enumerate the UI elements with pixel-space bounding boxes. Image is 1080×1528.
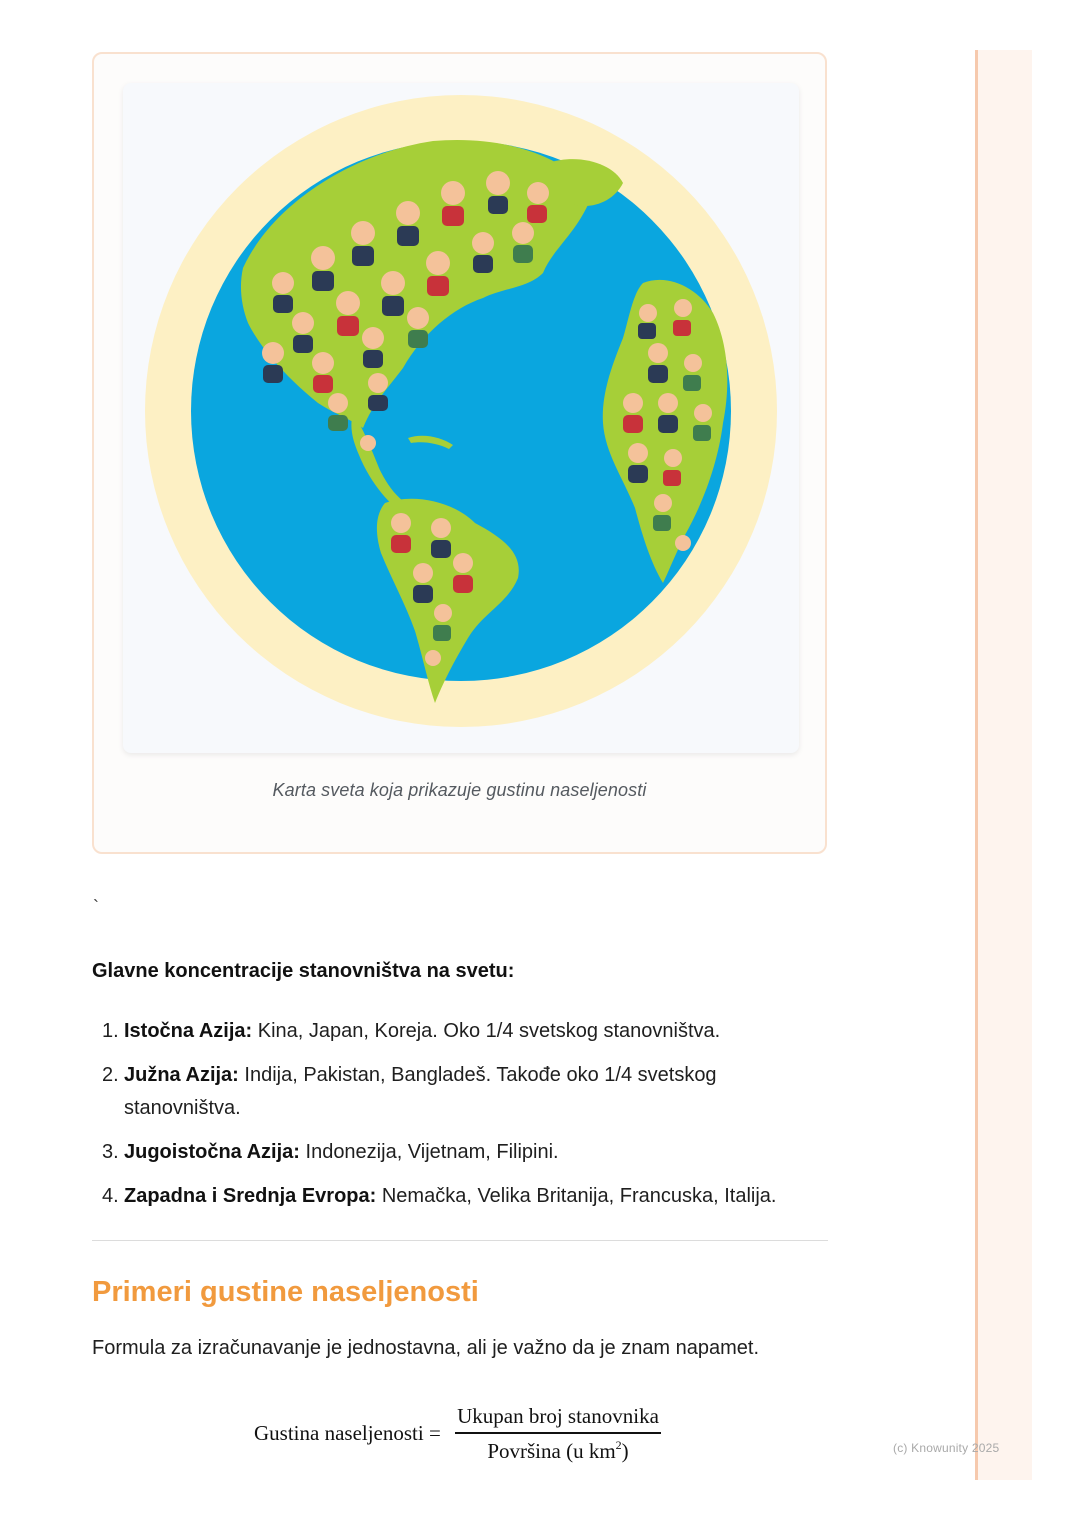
list-item-label: Zapadna i Srednja Evropa: <box>124 1185 377 1207</box>
formula-numerator: Ukupan broj stanovnika <box>457 1404 659 1428</box>
stray-backtick: ` <box>93 897 99 917</box>
list-item-text: Indija, Pakistan, Bangladeš. Takođe oko 1/4 svetskog stanovništva. <box>124 1064 717 1119</box>
list-item-label: Jugoistočna Azija: <box>124 1141 300 1163</box>
copyright-notice: (c) Knowunity 2025 <box>893 1441 1000 1455</box>
formula-exponent: 2 <box>615 1437 622 1452</box>
list-item-text: Kina, Japan, Koreja. Oko 1/4 svetskog stanovništva. <box>252 1020 721 1042</box>
formula-lhs: Gustina naseljenosti = <box>254 1421 441 1445</box>
section-divider <box>92 1240 828 1241</box>
formula-fraction <box>455 1404 661 1464</box>
list-item: 4. Zapadna i Srednja Evropa: Nemačka, Velika Britanija, Francuska, Italija. <box>102 1185 777 1207</box>
list-item-label: Istočna Azija: <box>124 1020 253 1042</box>
list-item-text: Indonezija, Vijetnam, Filipini. <box>299 1141 559 1163</box>
section-title: Primeri gustine naseljenosti <box>92 1276 479 1308</box>
list-item-label: Južna Azija: <box>124 1064 239 1086</box>
figure-caption: Karta sveta koja prikazuje gustinu naseljenosti <box>272 780 647 800</box>
right-margin-strip <box>975 50 1032 1480</box>
globe-illustration <box>123 83 799 753</box>
list-item: 3. Jugoistočna Azija: Indonezija, Vijetnam, Filipini. <box>102 1141 559 1163</box>
figure-card <box>92 52 827 854</box>
list-heading: Glavne koncentracije stanovništva na svetu: <box>92 960 515 982</box>
population-regions-list <box>102 1015 822 1224</box>
list-item-text: Nemačka, Velika Britanija, Francuska, Italija. <box>376 1185 777 1207</box>
formula-denominator: Površina (u $km^2$) <box>487 1437 629 1463</box>
section-intro: Formula za izračunavanje je jednostavna, ali je važno da je znam napamet. <box>92 1337 760 1359</box>
list-item: 2. Južna Azija: Indija, Pakistan, Bangladeš. Takođe oko 1/4 svetskog stanovništva. <box>102 1064 717 1119</box>
list-item: 1. Istočna Azija: Kina, Japan, Koreja. Oko 1/4 svetskog stanovništva. <box>102 1020 721 1042</box>
